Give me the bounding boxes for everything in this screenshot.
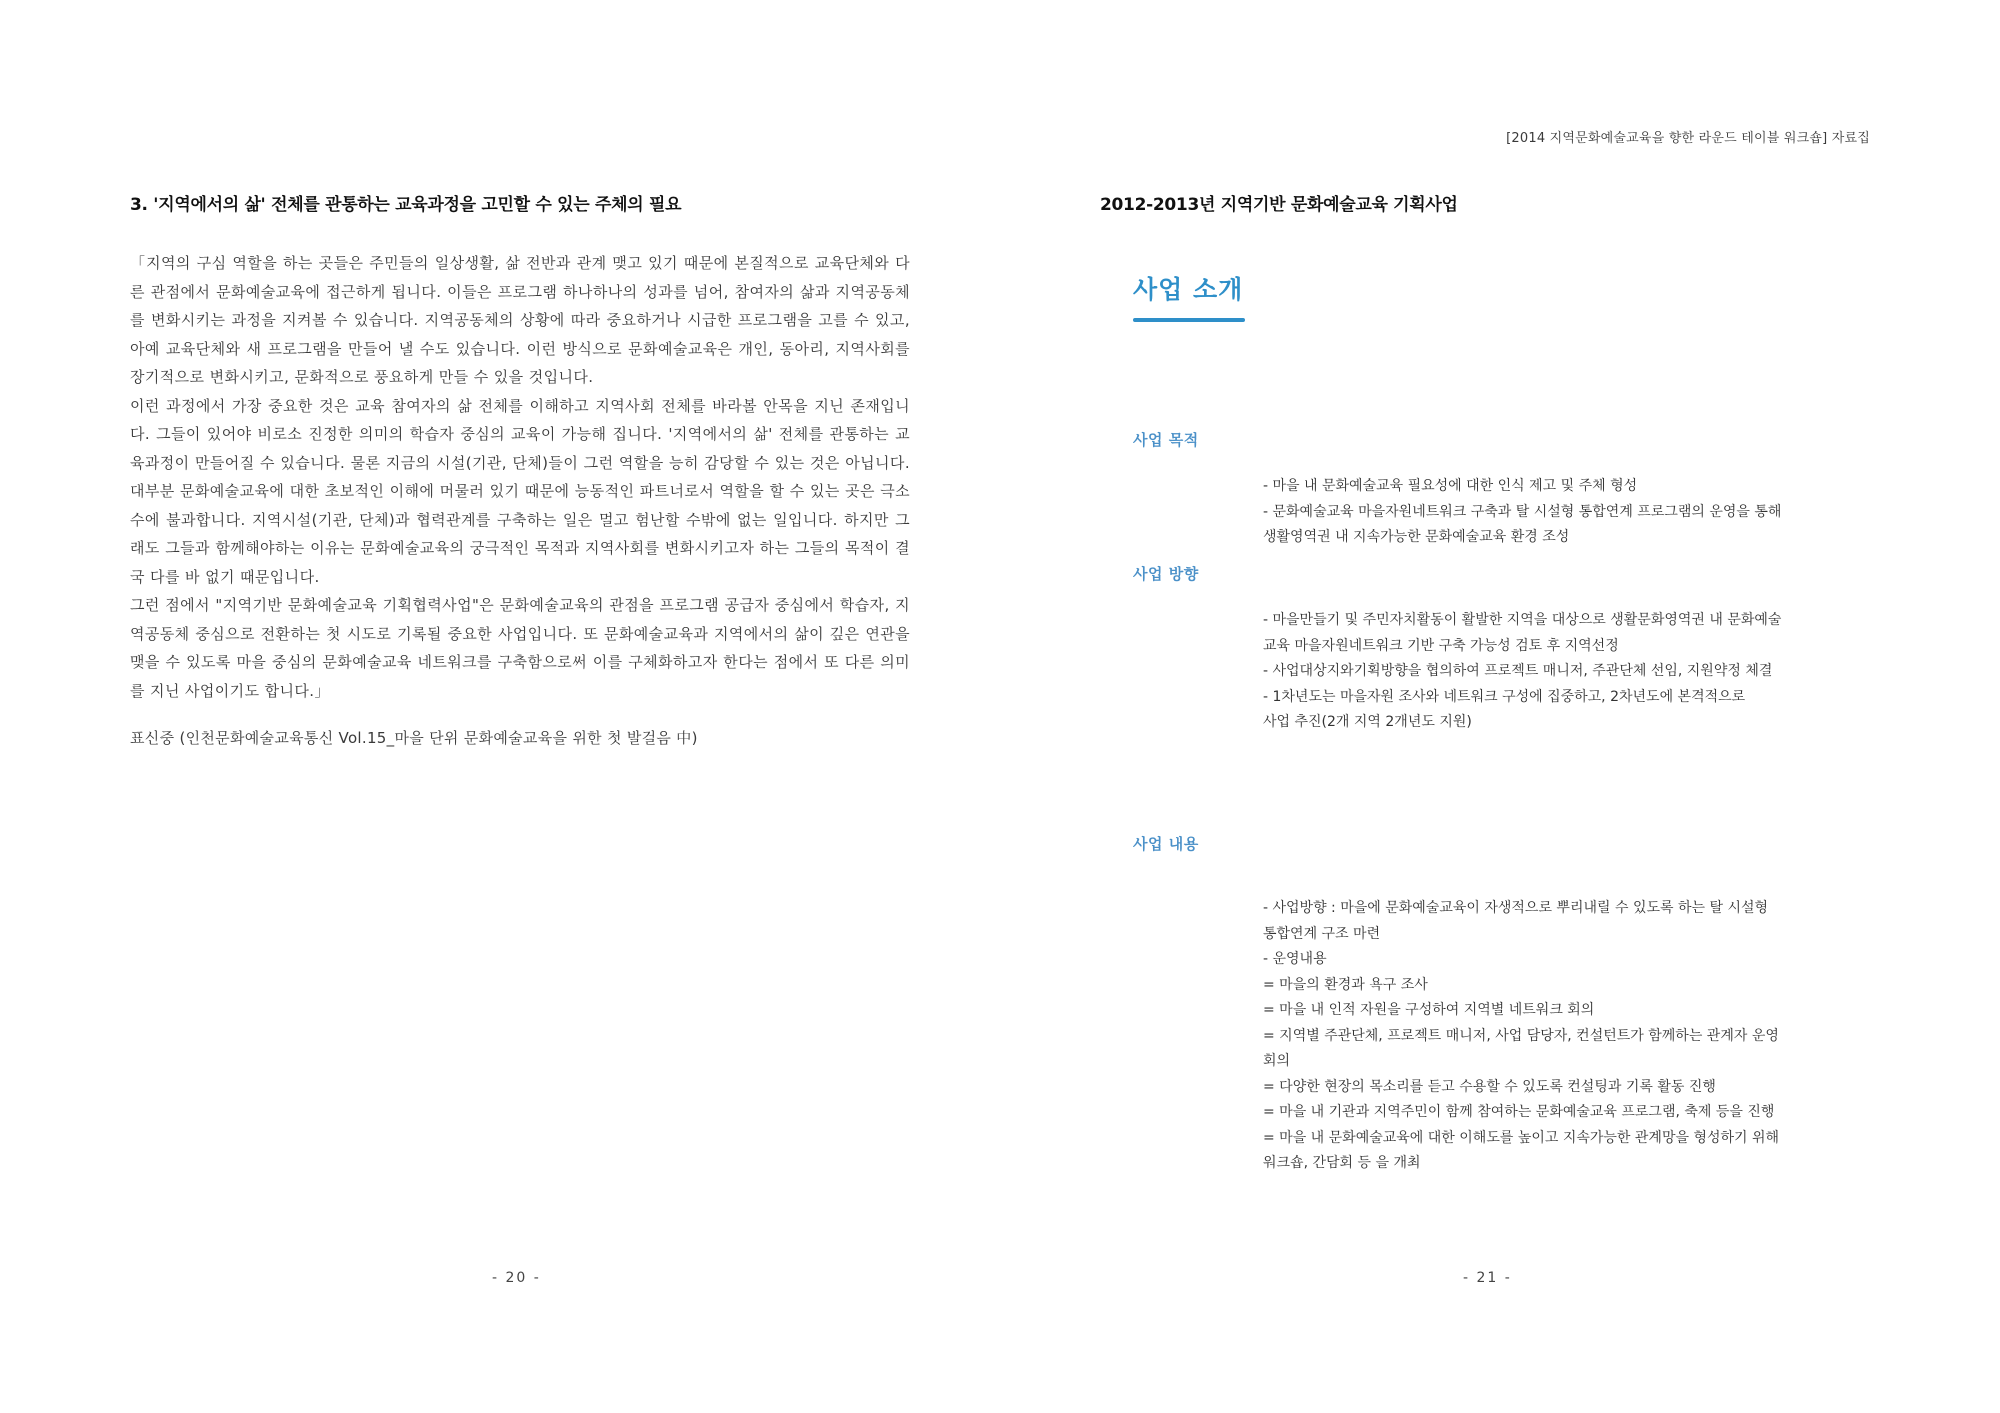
page-number-right: - 21 - <box>1463 1270 1512 1286</box>
intro-underline <box>1133 318 1245 322</box>
page-number-left: - 20 - <box>492 1270 541 1286</box>
quote-block <box>130 249 910 705</box>
list-item: 워크숍, 간담회 등 을 개최 <box>1263 1155 1421 1171</box>
list-item: = 마을 내 문화예술교육에 대한 이해도를 높이고 지속가능한 관계망을 형성하기 위해 <box>1263 1129 1780 1146</box>
list-item: = 마을 내 인적 자원을 구성하여 지역별 네트워크 회의 <box>1263 1002 1595 1018</box>
list-item: = 다양한 현장의 목소리를 듣고 수용할 수 있도록 컨설팅과 기록 활동 진행 <box>1263 1078 1716 1095</box>
section-label-content: 사업 내용 <box>1133 835 1199 853</box>
list-item: 회의 <box>1263 1053 1291 1069</box>
direction-list <box>1263 608 1863 736</box>
left-page <box>130 190 910 748</box>
section-label-purpose: 사업 목적 <box>1133 431 1199 449</box>
right-page-heading: 2012-2013년 지역기반 문화예술교육 기획사업 <box>1100 195 1458 215</box>
list-item: - 문화예술교육 마을자원네트워크 구축과 탈 시설형 통합연계 프로그램의 운영을 통해 <box>1263 503 1782 520</box>
quote-paragraph: 이런 과정에서 가장 중요한 것은 교육 참여자의 삶 전체를 이해하고 지역사회 전체를 바라볼 안목을 지닌 존재입니다. 그들이 있어야 비로소 진정한 의미의 학습자 중심의 교육이 가능해 집니다. '지역에서의 삶' 전체를 관통하는 교육과정이 만들어질 수 있습니다. 물론 지금의 시설(기관, 단체)들이 그런 역할을 능히 감당할 수 있는 것은 아닙니다. 대부분 문화예술교육에 대한 초보적인 이해에 머물러 있기 때문에 능동적인 파트너로서 역할을 할 수 있는 곳은 극소수에 불과합니다. 지역시설(기관, 단체)과 협력관계를 구축하는 일은 멀고 험난할 수밖에 없는 일입니다. 하지만 그래도 그들과 함께해야하는 이유는 문화예술교육의 궁극적인 목적과 지역사회를 변화시키고자 하는 그들의 목적이 결국 다를 바 없기 때문입니다. <box>130 396 910 586</box>
list-item: = 마을의 환경과 욕구 조사 <box>1263 976 1428 993</box>
list-item: 생활영역권 내 지속가능한 문화예술교육 환경 조성 <box>1263 529 1570 545</box>
list-item: 사업 추진(2개 지역 2개년도 지원) <box>1263 714 1472 730</box>
list-item: = 지역별 주관단체, 프로젝트 매니저, 사업 담당자, 컨설턴트가 함께하는 관계자 운영 <box>1263 1027 1779 1044</box>
quote-paragraph: 그런 점에서 "지역기반 문화예술교육 기획협력사업"은 문화예술교육의 관점을 프로그램 공급자 중심에서 학습자, 지역공동체 중심으로 전환하는 첫 시도로 기록될 중요한 사업입니다. 또 문화예술교육과 지역에서의 삶이 깊은 연관을 맺을 수 있도록 마을 중심의 문화예술교육 네트워크를 구축함으로써 이를 구체화하고자 한다는 점에서 또 다른 의미를 지닌 사업이기도 합니다.」 <box>130 596 910 700</box>
list-item: - 사업대상지와기획방향을 협의하여 프로젝트 매니저, 주관단체 선임, 지원약정 체결 <box>1263 663 1773 679</box>
quote-paragraph: 「지역의 구심 역할을 하는 곳들은 주민들의 일상생활, 삶 전반과 관계 맺고 있기 때문에 본질적으로 교육단체와 다른 관점에서 문화예술교육에 접근하게 됩니다. 이들은 프로그램 하나하나의 성과를 넘어, 참여자의 삶과 지역공동체를 변화시키는 과정을 지켜볼 수 있습니다. 지역공동체의 상황에 따라 중요하거나 시급한 프로그램을 고를 수 있고, 아예 교육단체와 새 프로그램을 만들어 낼 수도 있습니다. 이런 방식으로 문화예술교육은 개인, 동아리, 지역사회를 장기적으로 변화시키고, 문화적으로 풍요하게 만들 수 있을 것입니다. <box>130 254 910 386</box>
list-item: = 마을 내 기관과 지역주민이 함께 참여하는 문화예술교육 프로그램, 축제 등을 진행 <box>1263 1104 1775 1120</box>
list-item: - 마을만들기 및 주민자치활동이 활발한 지역을 대상으로 생활문화영역권 내 문화예술 <box>1263 612 1782 628</box>
content-list <box>1263 896 1863 1177</box>
left-page-heading: 3. '지역에서의 삶' 전체를 관통하는 교육과정을 고민할 수 있는 주체의 필요 <box>130 195 682 215</box>
quote-source: 표신중 (인천문화예술교육통신 Vol.15_마을 단위 문화예술교육을 위한 첫 발걸음 中) <box>130 729 698 747</box>
list-item: 통합연계 구조 마련 <box>1263 925 1381 942</box>
intro-title: 사업 소개 <box>1133 275 1244 304</box>
header-title: [2014 지역문화예술교육을 향한 라운드 테이블 워크숍] 자료집 <box>1506 131 1870 146</box>
purpose-list <box>1263 474 1863 551</box>
list-item: - 마을 내 문화예술교육 필요성에 대한 인식 제고 및 주체 형성 <box>1263 478 1638 494</box>
list-item: - 1차년도는 마을자원 조사와 네트워크 구성에 집중하고, 2차년도에 본격적으로 <box>1263 688 1746 705</box>
section-label-direction: 사업 방향 <box>1133 565 1199 583</box>
list-item: - 사업방향 : 마을에 문화예술교육이 자생적으로 뿌리내릴 수 있도록 하는 탈 시설형 <box>1263 900 1769 916</box>
list-item: - 운영내용 <box>1263 951 1327 967</box>
list-item: 교육 마을자원네트워크 기반 구축 가능성 검토 후 지역선정 <box>1263 637 1619 654</box>
